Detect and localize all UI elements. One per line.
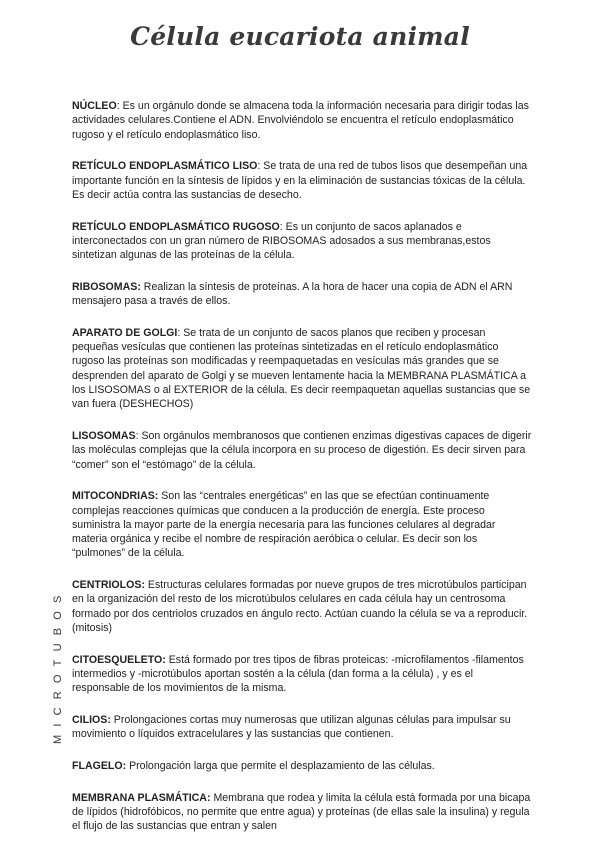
entry-term: RETÍCULO ENDOPLASMÁTICO LISO xyxy=(72,160,258,173)
entry-text: : Se trata de una red de tubos lisos que desempeñan una importante función en la síntesis de lípidos y en la eliminación de sustancias tóxicas de la célula. Es decir actúa contra las sustancias de desecho. xyxy=(72,160,528,201)
entry-term: CITOESQUELETO: xyxy=(72,653,166,666)
entry-text: : Son orgánulos membranosos que contienen enzimas digestivas capaces de digerir las moléculas complejas que la célula incorpora en su proceso de digestión. Es decir sirven para “comer” son el “estómago” de la célula. xyxy=(72,430,532,471)
entry-cilios xyxy=(72,713,532,742)
entry-text: : Es un conjunto de sacos aplanados e interconectados con un gran número de RIBOSOMAS adosados a sus membranas,estos sintetizan algunas de las proteínas de la célula. xyxy=(72,220,491,262)
entry-text: Realizan la síntesis de proteínas. A la hora de hacer una copia de ADN el ARN mensajero pasa a través de ellos. xyxy=(72,280,513,308)
page-title: Célula eucariota animal xyxy=(130,22,470,51)
entry-text: : Se trata de un conjunto de sacos planos que reciben y procesan pequeñas vesículas que contienen las proteínas sintetizadas en el retículo endoplasmático rugoso las proteínas son modificadas y reempaquetadas en vesículas más grandes que se desprenden del aparato de Golgi y se mueven lentamente hacia la MEMBRANA PLASMÁTICA a los LISOSOMAS o al EXTERIOR de la célula. Es decir reempaquetan aquellas sustancias que se van fuera (DESHECHOS) xyxy=(72,326,531,411)
entry-text: Prolongación larga que permite el desplazamiento de las células. xyxy=(126,760,435,772)
entry-aparato-golgi xyxy=(72,326,532,412)
entry-centriolos xyxy=(72,578,532,635)
entry-citoesqueleto xyxy=(72,653,532,696)
entry-term: MEMBRANA PLASMÁTICA: xyxy=(72,791,211,804)
entry-term: LISOSOMAS xyxy=(72,430,136,442)
entry-mitocondrias xyxy=(72,489,532,560)
entry-term: CILIOS: xyxy=(72,714,111,727)
entry-term: RETÍCULO ENDOPLASMÁTICO RUGOSO xyxy=(72,220,280,233)
entry-term: APARATO DE GOLGI xyxy=(72,326,178,339)
entry-text: : Es un orgánulo donde se almacena toda la información necesaria para dirigir todas las actividades celulares.Contiene el ADN. Envolviéndolo se encuentra el retículo endoplasmático rugoso y el retículo endoplasmático liso. xyxy=(72,100,529,141)
entry-ribosomas xyxy=(72,280,532,309)
entry-lisosomas xyxy=(72,429,532,472)
entry-term: NÚCLEO xyxy=(72,100,117,112)
side-label-microtubos: MICROTUBOS xyxy=(52,587,64,744)
entry-text: Está formado por tres tipos de fibras proteicas: -microfilamentos -filamentos intermedios y -microtúbulos aportan sostén a la célula (dan forma a la célula) , y es el responsable de los movimientos de la misma. xyxy=(72,653,524,695)
entry-text: Prolongaciones cortas muy numerosas que utilizan algunas células para impulsar su movimiento o líquidos extracelulares y las sustancias que contienen. xyxy=(72,714,511,741)
document-body xyxy=(72,99,532,851)
entry-reticulo-rugoso xyxy=(72,220,532,263)
entry-nucleo xyxy=(72,99,532,142)
entry-text: Membrana que rodea y limita la célula está formada por una bicapa de lípidos (hidrofóbicos, no permite que entre agua) y proteínas (de ellas sale la insulina) y regula el flujo de las sustancias que entran y salen xyxy=(72,791,531,833)
entry-term: CENTRIOLOS: xyxy=(72,579,145,592)
entry-text: Estructuras celulares formadas por nueve grupos de tres microtúbulos participan en la organización del resto de los microtúbulos celulares en cada célula hay un centrosoma formado por dos centriolos cruzados en ángulo recto. Actúan cuando la célula se va a reproducir.(mitosis) xyxy=(72,579,528,635)
entry-reticulo-liso xyxy=(72,159,532,202)
entry-membrana-plasmatica xyxy=(72,791,532,834)
entry-term: FLAGELO: xyxy=(72,760,127,772)
entry-text: Son las “centrales energéticas” en las que se efectúan continuamente complejas reacciones químicas que conducen a la producción de energía. Este proceso suministra la mayor parte de la energía necesaria para las funciones celulares al degradar materia orgánica y recibe el nombre de respiración aeróbica o celular. Es decir son los “pulmones” de la célula. xyxy=(72,490,496,560)
entry-term: RIBOSOMAS: xyxy=(72,280,141,293)
entry-term: MITOCONDRIAS: xyxy=(72,490,159,503)
entry-flagelo xyxy=(72,759,532,773)
